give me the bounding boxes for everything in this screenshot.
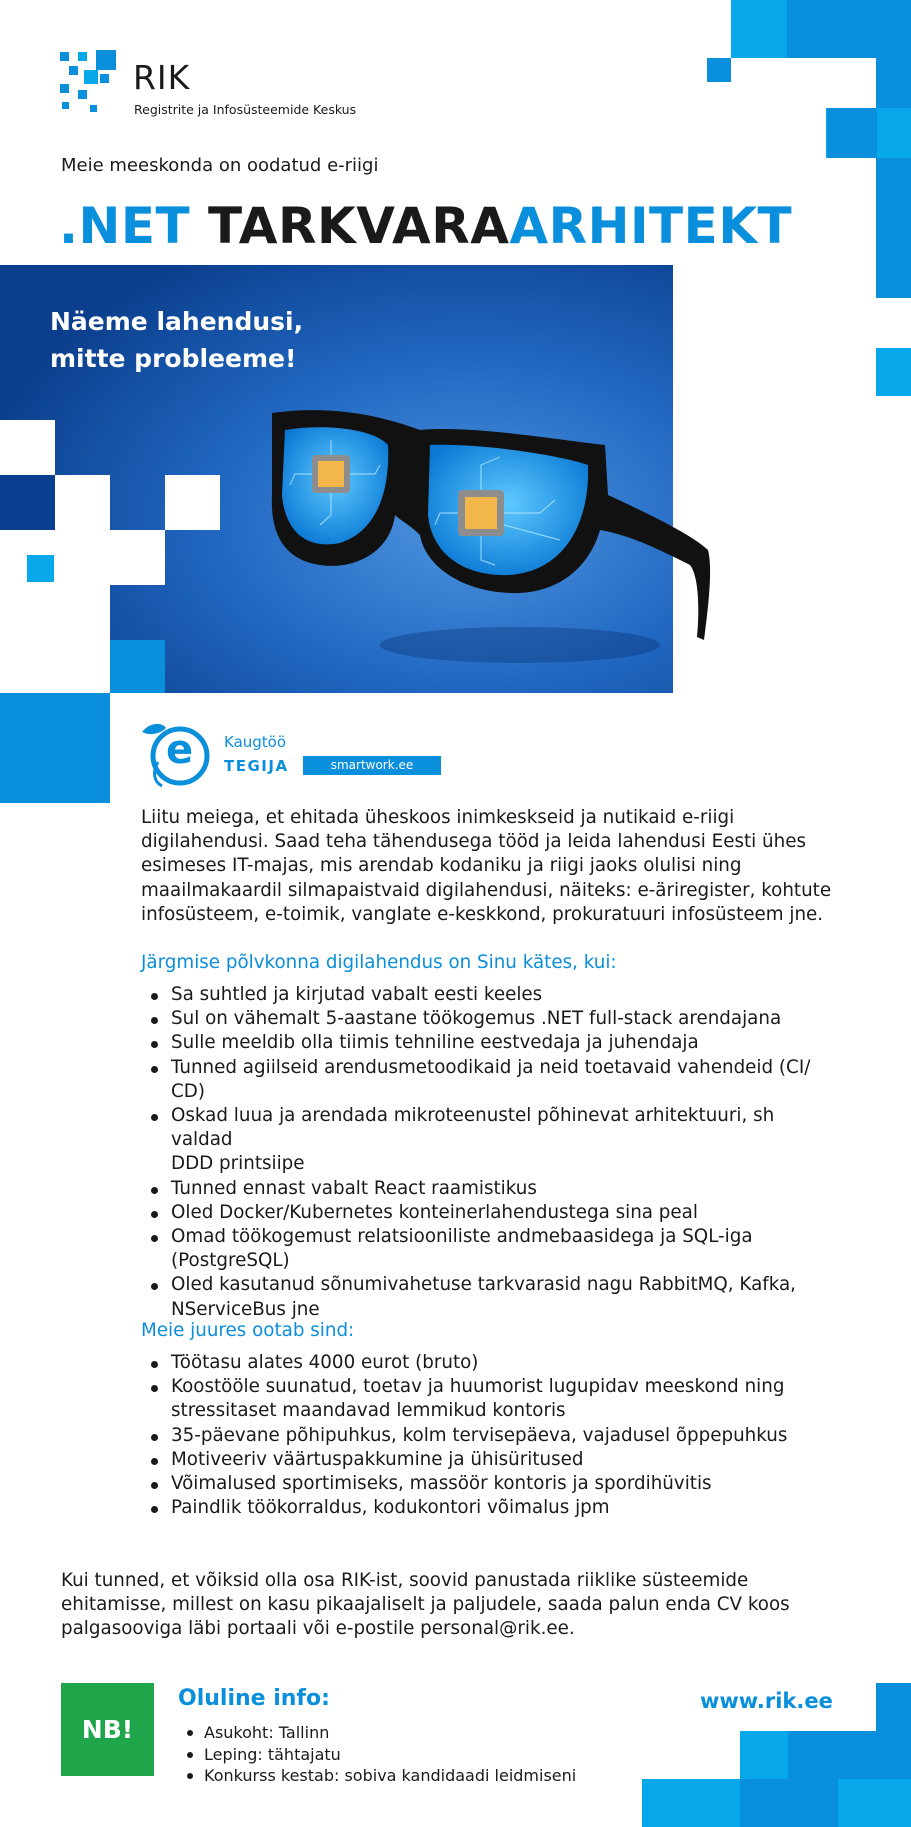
badge-letter: e <box>166 727 194 773</box>
description-line: infosüsteem, e-toimik, vanglate e-keskkond, prokuratuuri infosüsteem jne. <box>141 903 824 925</box>
list-item: Asukoht: Tallinn <box>178 1722 658 1744</box>
list-item: Koostööle suunatud, toetav ja huumorist lugupidav meeskond ning stressitaset maandavad lemmikud kontoris <box>141 1375 841 1423</box>
smartwork-link[interactable]: smartwork.ee <box>303 756 441 775</box>
info-list <box>178 1722 658 1787</box>
website-link[interactable]: www.rik.ee <box>700 1689 833 1713</box>
benefits-heading: Meie juures ootab sind: <box>141 1320 355 1341</box>
list-item: Oled Docker/Kubernetes konteinerlahendustega sina peal <box>141 1201 841 1225</box>
nb-label: NB! <box>81 1715 134 1744</box>
info-heading: Oluline info: <box>178 1686 330 1711</box>
closing-text <box>61 1569 861 1642</box>
logo-name: RIK <box>133 58 191 97</box>
closing-line: palgasooviga läbi portaali või e-postile personal@rik.ee. <box>61 1618 575 1640</box>
hero-line-1: Näeme lahendusi, <box>50 307 304 336</box>
requirements-heading: Järgmise põlvkonna digilahendus on Sinu kätes, kui: <box>141 952 617 973</box>
badge-line-1: Kaugtöö <box>224 733 287 751</box>
nb-badge <box>61 1683 154 1776</box>
list-item: Tunned ennast vabalt React raamistikus <box>141 1177 841 1201</box>
description-line: Liitu meiega, et ehitada üheskoos inimkeskseid ja nutikaid e-riigi <box>141 807 735 828</box>
intro-text: Meie meeskonda on oodatud e-riigi <box>61 155 379 176</box>
description <box>141 806 841 927</box>
closing-line: Kui tunned, et võiksid olla osa RIK-ist, soovid panustada riiklike süsteemide <box>61 1570 749 1591</box>
list-item: Konkurss kestab: sobiva kandidaadi leidmiseni <box>178 1765 658 1787</box>
list-item: Võimalused sportimiseks, massöör kontoris ja spordihüvitis <box>141 1472 841 1496</box>
list-item: Sa suhtled ja kirjutad vabalt eesti keeles <box>141 983 841 1007</box>
title-net: .NET <box>59 197 191 255</box>
list-item: Omad töökogemust relatsiooniliste andmebaasidega ja SQL-iga (PostgreSQL) <box>141 1225 841 1273</box>
badge-line-2: TEGIJA <box>224 757 289 775</box>
requirements-list <box>141 983 841 1322</box>
closing-line: ehitamisse, millest on kasu pikaajaliselt ja paljudele, saada palun enda CV koos <box>61 1594 790 1616</box>
list-item: 35-päevane põhipuhkus, kolm tervisepäeva, vajadusel õppepuhkus <box>141 1424 841 1448</box>
hero-line-2: mitte probleeme! <box>50 344 297 373</box>
benefits-list <box>141 1351 841 1520</box>
list-item: Tunned agiilseid arendusmetoodikaid ja neid toetavaid vahendeid (CI/ CD) <box>141 1056 841 1104</box>
list-item: Sul on vähemalt 5-aastane töökogemus .NET full-stack arendajana <box>141 1007 841 1031</box>
list-item: Oskad luua ja arendada mikroteenustel põhinevat arhitektuuri, sh valdad DDD printsiipe <box>141 1104 841 1177</box>
description-line: digilahendusi. Saad teha tähendusega tööd ja leida lahendusi Eesti ühes <box>141 831 806 853</box>
hero-image <box>0 265 715 725</box>
list-item: Motiveeriv väärtuspakkumine ja ühisüritused <box>141 1448 841 1472</box>
description-line: esimeses IT-majas, mis arendab kodaniku ja riigi jaoks olulisi ning <box>141 855 742 877</box>
rik-logo-icon <box>60 50 126 114</box>
remote-work-badge[interactable] <box>132 720 462 788</box>
list-item: Leping: tähtajatu <box>178 1744 658 1766</box>
title-tarkvara: TARKVARA <box>208 197 510 255</box>
list-item: Paindlik töökorraldus, kodukontori võimalus jpm <box>141 1496 841 1520</box>
decor-square-left <box>0 693 110 803</box>
rik-logo[interactable] <box>60 50 360 120</box>
page-title <box>59 197 792 255</box>
list-item: Töötasu alates 4000 eurot (bruto) <box>141 1351 841 1375</box>
logo-subtitle: Registrite ja Infosüsteemide Keskus <box>134 102 357 117</box>
title-arhitekt: ARHITEKT <box>509 197 793 255</box>
description-line: maailmakaardil silmapaistvaid digilahendusi, näiteks: e-äriregister, kohtute <box>141 879 832 901</box>
list-item: Oled kasutanud sõnumivahetuse tarkvarasid nagu RabbitMQ, Kafka, NServiceBus jne <box>141 1273 841 1321</box>
list-item: Sulle meeldib olla tiimis tehniline eestvedaja ja juhendaja <box>141 1031 841 1055</box>
